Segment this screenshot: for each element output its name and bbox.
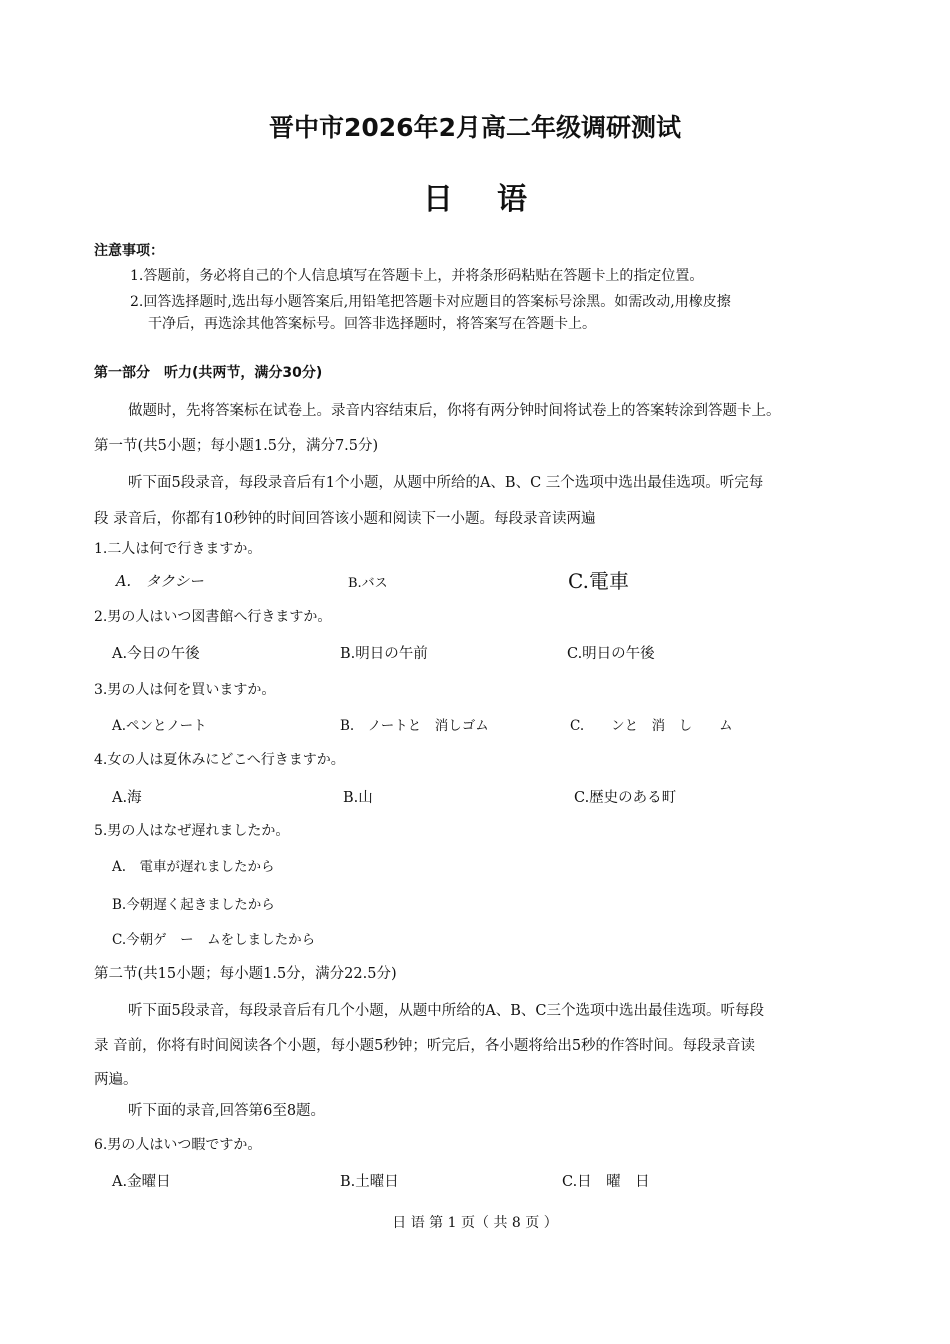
question-1-option-a: A. タクシー <box>116 574 204 590</box>
question-1-option-c: C.電車 <box>568 569 629 593</box>
section2-instruction-line-2: 录 音前，你将有时间阅读各个小题，每小题5秒钟；听完后，各小题将给出5秒的作答时间。每段录音读 <box>94 1038 756 1054</box>
section1-instruction-line-2: 段 录音后，你都有10秒钟的时间回答该小题和阅读下一小题。每段录音读两遍 <box>94 511 596 527</box>
section2-instruction-line-1: 听下面5段录音，每段录音后有几个小题，从题中所给的A、B、C三个选项中选出最佳选项。听每段 <box>128 1003 764 1019</box>
question-2-option-b: B.明日の午前 <box>340 646 428 662</box>
question-5-stem: 5.男の人はなぜ遅れましたか。 <box>94 823 290 839</box>
notice-item-1: 1.答题前，务必将自己的个人信息填写在答题卡上，并将条形码粘贴在答题卡上的指定位置。 <box>130 268 704 284</box>
section2-sub-instruction: 听下面的录音,回答第6至8题。 <box>128 1103 326 1119</box>
question-1-option-b: B.バス <box>348 576 388 591</box>
question-6-option-a: A.金曜日 <box>112 1174 171 1190</box>
question-3-option-b: B. ノートと 消しゴム <box>340 718 489 734</box>
question-4-option-b: B.山 <box>343 790 373 806</box>
question-4-option-a: A.海 <box>112 790 142 806</box>
page-footer: 日 语 第 1 页（ 共 8 页 ） <box>392 1215 558 1231</box>
question-6-stem: 6.男の人はいつ暇ですか。 <box>94 1137 262 1153</box>
question-2-option-c: C.明日の午後 <box>567 646 655 662</box>
question-6-option-b: B.土曜日 <box>340 1174 399 1190</box>
question-4-stem: 4.女の人は夏休みにどこへ行きますか。 <box>94 752 345 768</box>
section1-heading: 第一节(共5小题；每小题1.5分，满分7.5分) <box>94 438 379 454</box>
question-2-stem: 2.男の人はいつ図書館へ行きますか。 <box>94 609 332 625</box>
question-5-option-b: B.今朝遅く起きましたから <box>112 897 275 913</box>
question-5-option-a: A. 電車が遅れましたから <box>112 859 275 875</box>
question-4-option-c: C.歴史のある町 <box>574 790 677 806</box>
question-3-option-a: A.ペンとノート <box>112 718 207 734</box>
part1-instruction: 做题时，先将答案标在试卷上。录音内容结束后，你将有两分钟时间将试卷上的答案转涂到答题卡上。 <box>128 403 781 419</box>
question-1-stem: 1.二人は何で行きますか。 <box>94 541 262 557</box>
question-3-stem: 3.男の人は何を買いますか。 <box>94 682 276 698</box>
exam-title: 晋中市2026年2月高二年级调研测试 <box>269 113 681 142</box>
part1-heading: 第一部分 听力(共两节，满分30分) <box>94 365 323 381</box>
section2-heading: 第二节(共15小题；每小题1.5分，满分22.5分) <box>94 966 397 982</box>
question-3-option-c: C. ンと 消 し ム <box>570 718 733 734</box>
notice-item-2-line-1: 2.回答选择题时,选出每小题答案后,用铅笔把答题卡对应题目的答案标号涂黑。如需改动,用橡皮擦 <box>130 294 731 310</box>
section2-instruction-line-3: 两遍。 <box>94 1072 138 1088</box>
notice-heading: 注意事项： <box>94 243 164 259</box>
section1-instruction-line-1: 听下面5段录音，每段录音后有1个小题，从题中所给的A、B、C 三个选项中选出最佳选项。听完每 <box>128 475 764 491</box>
question-2-option-a: A.今日の午後 <box>112 646 200 662</box>
subject-title: 日语 <box>423 182 571 217</box>
notice-item-2-line-2: 干净后，再选涂其他答案标号。回答非选择题时，将答案写在答题卡上。 <box>148 316 596 332</box>
question-5-option-c: C.今朝ゲ ー ムをしましたから <box>112 932 316 948</box>
question-6-option-c: C.日 曜 日 <box>562 1174 650 1190</box>
